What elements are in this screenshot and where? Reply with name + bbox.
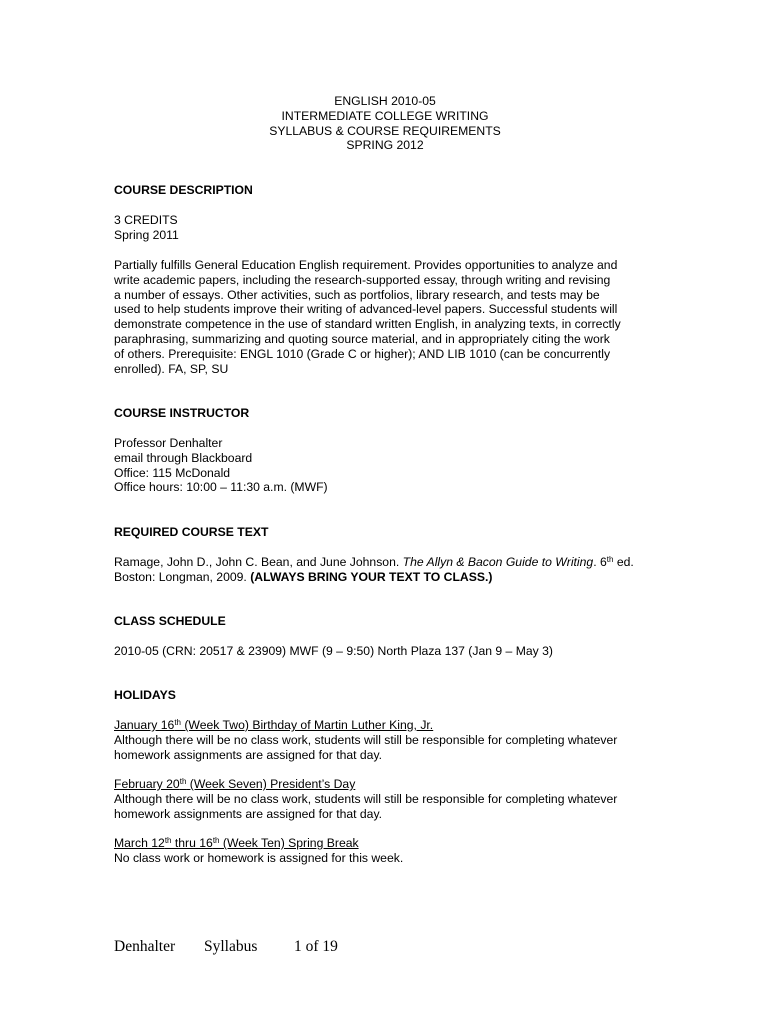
holidays-heading: HOLIDAYS — [114, 688, 176, 702]
course-credits: 3 CREDITS — [114, 213, 178, 227]
paragraph-line: enrolled). FA, SP, SU — [114, 361, 229, 376]
citation-authors: Ramage, John D., John C. Bean, and June Johnson. — [114, 555, 403, 569]
holiday-title — [114, 836, 644, 851]
holiday-item — [114, 718, 644, 762]
paragraph-line: used to help students improve their writing of advanced-level papers. Successful students will — [114, 302, 618, 317]
holiday-date: March 12 — [114, 836, 165, 850]
paragraph-line: demonstrate competence in the use of standard written English, in analyzing texts, in correctly — [114, 317, 621, 332]
edition-suffix: ed. — [613, 555, 634, 569]
paragraph-line: paraphrasing, summarizing and quoting source material, and in appropriately citing the work — [114, 331, 610, 346]
date-superscript: th — [174, 718, 181, 727]
holiday-date: February 20 — [114, 777, 180, 791]
footer-document: Syllabus — [204, 938, 258, 955]
title-line-syllabus: SYLLABUS & COURSE REQUIREMENTS — [269, 123, 501, 138]
bring-text-note: (ALWAYS BRING YOUR TEXT TO CLASS.) — [250, 569, 493, 584]
page-number: 1 of 19 — [294, 938, 338, 955]
holiday-name: (Week Two) Birthday of Martin Luther King, Jr. — [180, 718, 434, 732]
holiday-description: Although there will be no class work, students will still be responsible for completing whatever — [114, 791, 618, 806]
holiday-name: (Week Ten) Spring Break — [219, 836, 359, 850]
course-description-heading: COURSE DESCRIPTION — [114, 183, 253, 197]
title-line-course: ENGLISH 2010-05 — [334, 94, 436, 108]
holiday-name: (Week Seven) President’s Day — [186, 777, 356, 791]
holiday-date-range: thru 16 — [171, 836, 213, 850]
date-superscript: th — [164, 836, 172, 845]
holiday-title — [114, 718, 644, 733]
instructor-info — [114, 436, 644, 495]
holiday-description: homework assignments are assigned for that day. — [114, 806, 383, 821]
footer-author: Denhalter — [114, 938, 176, 955]
required-text-citation — [114, 555, 644, 585]
citation-publisher: Boston: Longman, 2009. — [114, 569, 251, 584]
holiday-description: homework assignments are assigned for that day. — [114, 747, 383, 762]
holiday-item — [114, 777, 644, 821]
title-line-term: SPRING 2012 — [346, 138, 424, 153]
date-superscript: th — [212, 836, 220, 845]
holiday-title — [114, 777, 644, 792]
page-footer — [114, 940, 338, 955]
course-term: Spring 2011 — [114, 228, 179, 242]
edition-superscript: th — [606, 555, 614, 564]
book-title: The Allyn & Bacon Guide to Writing — [402, 555, 594, 569]
holiday-date: January 16 — [114, 718, 175, 732]
class-schedule-line: 2010-05 (CRN: 20517 & 23909) MWF (9 – 9:50) North Plaza 137 (Jan 9 – May 3) — [114, 644, 553, 658]
holiday-item — [114, 836, 644, 866]
holiday-description: Although there will be no class work, students will still be responsible for completing whatever — [114, 732, 618, 747]
instructor-hours: Office hours: 10:00 – 11:30 a.m. (MWF) — [114, 480, 328, 495]
required-text-heading: REQUIRED COURSE TEXT — [114, 525, 269, 539]
paragraph-line: a number of essays. Other activities, such as portfolios, library research, and tests may be — [114, 287, 600, 302]
document-title — [0, 94, 770, 153]
citation-line — [114, 555, 644, 570]
paragraph-line: Partially fulfills General Education English requirement. Provides opportunities to analyze and — [114, 258, 618, 272]
instructor-office: Office: 115 McDonald — [114, 465, 231, 480]
class-schedule-heading: CLASS SCHEDULE — [114, 614, 226, 628]
paragraph-line: of others. Prerequisite: ENGL 1010 (Grade C or higher); AND LIB 1010 (can be concurrently — [114, 346, 611, 361]
instructor-name: Professor Denhalter — [114, 436, 223, 450]
instructor-email: email through Blackboard — [114, 450, 253, 465]
date-superscript: th — [179, 777, 187, 786]
paragraph-line: write academic papers, including the research-supported essay, through writing and revising — [114, 272, 611, 287]
course-description-paragraph — [114, 258, 644, 376]
title-line-name: INTERMEDIATE COLLEGE WRITING — [281, 108, 489, 123]
holiday-description: No class work or homework is assigned for this week. — [114, 850, 404, 865]
edition-prefix: . 6 — [593, 555, 607, 569]
course-instructor-heading: COURSE INSTRUCTOR — [114, 406, 250, 420]
citation-line — [114, 570, 644, 585]
